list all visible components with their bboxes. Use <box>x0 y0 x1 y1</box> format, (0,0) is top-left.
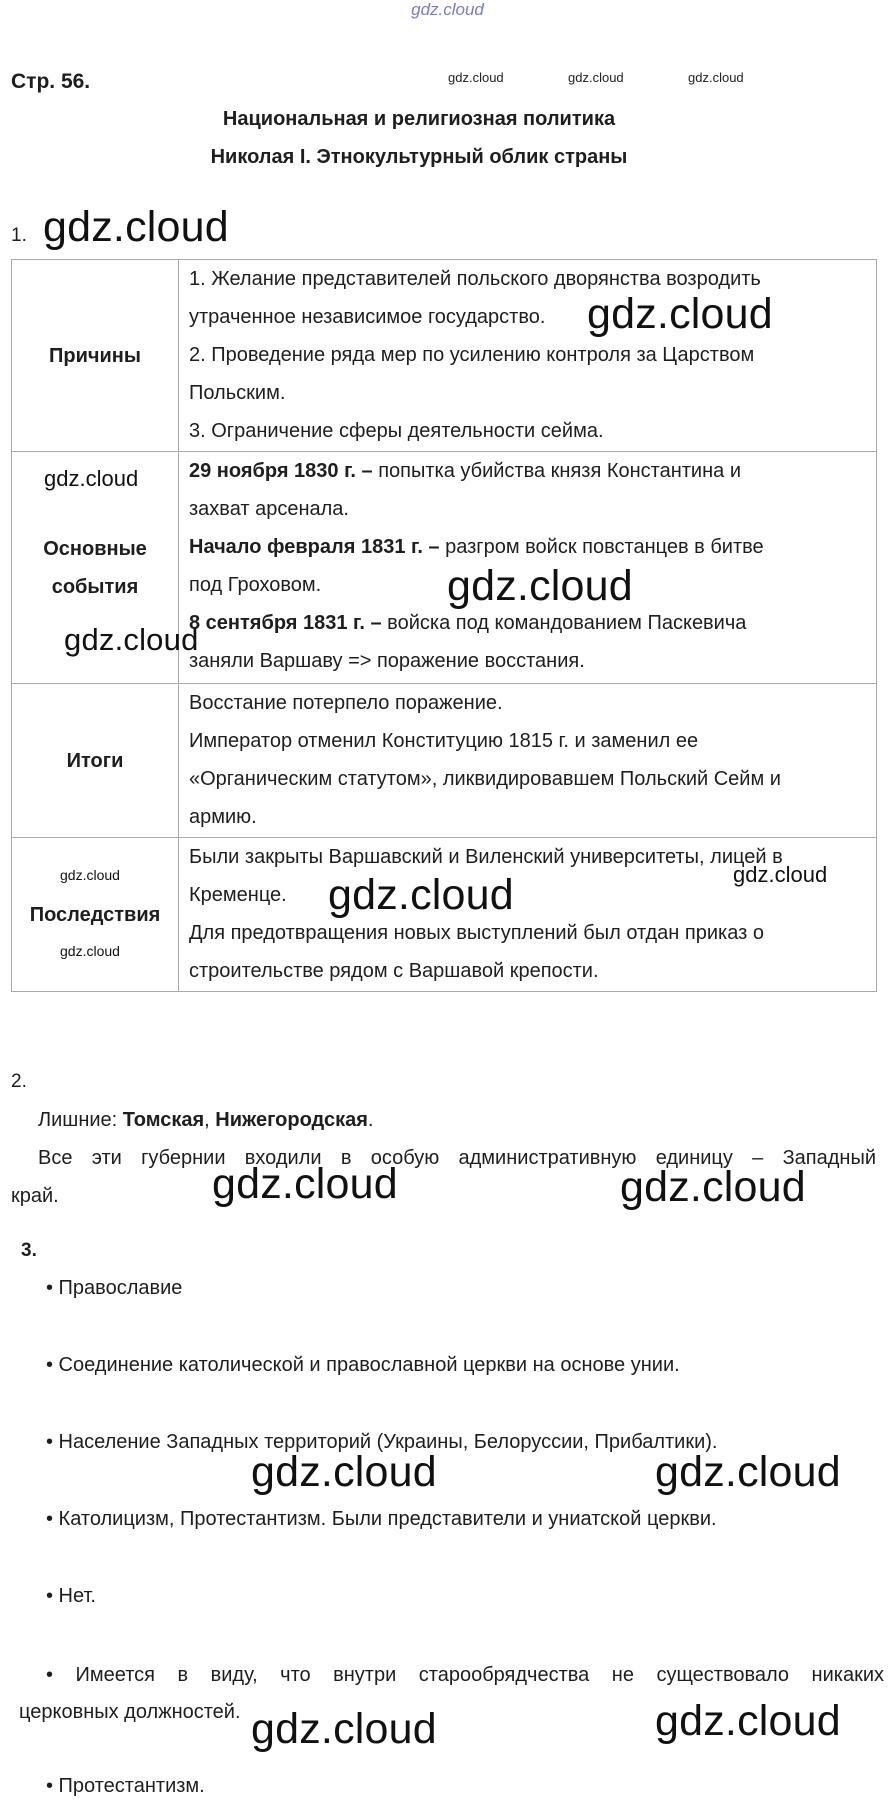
table-row-results <box>12 684 877 838</box>
event-text: захват арсенала. <box>189 498 349 520</box>
content-line: армию. <box>189 806 257 828</box>
event-text: заняли Варшаву => поражение восстания. <box>189 650 585 672</box>
content-line: утраченное независимое государство. <box>189 306 546 328</box>
event-line <box>189 490 866 528</box>
watermark: gdz.cloud <box>447 562 633 610</box>
event-text: попытка убийства князя Константина и <box>372 460 741 482</box>
watermark: gdz.cloud <box>733 862 828 887</box>
content-line: Были закрыты Варшавский и Виленский университеты, лицей в <box>189 846 783 868</box>
extra-item: Нижегородская <box>215 1109 368 1131</box>
watermark: gdz.cloud <box>43 203 229 251</box>
header-watermark: gdz.cloud <box>568 70 624 85</box>
row-content <box>179 260 877 452</box>
watermark: gdz.cloud <box>620 1163 806 1211</box>
content-line: Император отменил Конституцию 1815 г. и заменил ее <box>189 730 699 752</box>
explanation-line: Все эти губернии входили в особую административную единицу – Западный <box>38 1147 876 1169</box>
event-date: Начало февраля 1831 г. – <box>189 536 440 558</box>
watermark: gdz.cloud <box>655 1697 841 1745</box>
answer-bullet-continuation: церковных должностей. <box>19 1701 241 1723</box>
row-label-line: события <box>51 575 139 598</box>
row-content <box>179 684 877 838</box>
header-watermark: gdz.cloud <box>448 70 504 85</box>
question-3-number: 3. <box>21 1240 37 1261</box>
content-line: Для предотвращения новых выступлений был отдан приказ о <box>189 922 764 944</box>
answer-bullet: • Православие <box>46 1277 183 1299</box>
event-line <box>189 452 866 490</box>
event-date: 8 сентября 1831 г. – <box>189 612 382 634</box>
extra-provinces <box>38 1101 373 1139</box>
row-label: Причины <box>12 260 179 452</box>
header-watermark: gdz.cloud <box>688 70 744 85</box>
watermark: gdz.cloud <box>60 943 120 959</box>
explanation-line: край. <box>11 1185 59 1207</box>
watermark: gdz.cloud <box>44 466 139 491</box>
watermark: gdz.cloud <box>328 871 514 919</box>
row-label: Итоги <box>12 684 179 838</box>
extra-item: Томская <box>122 1109 205 1131</box>
answer-bullet: • Протестантизм. <box>46 1775 205 1797</box>
content-line: Кременце. <box>189 884 287 906</box>
watermark: gdz.cloud <box>64 622 199 657</box>
event-line <box>189 528 866 566</box>
content-line: 3. Ограничение сферы деятельности сейма. <box>189 420 604 442</box>
watermark: gdz.cloud <box>587 290 773 338</box>
content-line: Восстание потерпело поражение. <box>189 692 503 714</box>
watermark: gdz.cloud <box>60 867 120 883</box>
top-watermark: gdz.cloud <box>411 0 484 19</box>
table-row-causes <box>12 260 877 452</box>
watermark: gdz.cloud <box>212 1160 398 1208</box>
row-label-line: Основные <box>43 537 147 560</box>
extra-label: Лишние: <box>38 1109 123 1131</box>
watermark: gdz.cloud <box>251 1705 437 1753</box>
content-line: 2. Проведение ряда мер по усилению контроля за Царством <box>189 344 755 366</box>
event-line <box>189 642 866 680</box>
content-line: 1. Желание представителей польского дворянства возродить <box>189 268 761 290</box>
watermark: gdz.cloud <box>655 1448 841 1496</box>
answer-bullet: • Имеется в виду, что внутри старообрядчества не существовало никаких <box>46 1664 884 1686</box>
event-text: под Гроховом. <box>189 574 322 596</box>
content-line: строительстве рядом с Варшавой крепости. <box>189 960 599 982</box>
question-2-number: 2. <box>11 1071 27 1092</box>
event-date: 29 ноября 1830 г. – <box>189 460 373 482</box>
event-text: войска под командованием Паскевича <box>381 612 747 634</box>
separator: , <box>204 1109 216 1131</box>
content-line: «Органическим статутом», ликвидировавшем Польский Сейм и <box>189 768 781 790</box>
row-content <box>179 838 877 992</box>
page-title-line1: Национальная и религиозная политика <box>222 108 616 130</box>
page-number: Стр. 56. <box>11 70 91 93</box>
watermark: gdz.cloud <box>251 1448 437 1496</box>
question-1-number: 1. <box>11 225 27 246</box>
answer-bullet: • Население Западных территорий (Украины, Белоруссии, Прибалтики). <box>46 1431 718 1453</box>
answer-bullet: • Нет. <box>46 1585 96 1607</box>
answer-bullet: • Католицизм, Протестантизм. Были представители и униатской церкви. <box>46 1508 717 1530</box>
event-text: разгром войск повстанцев в битве <box>439 536 764 558</box>
page-title-line2: Николая I. Этнокультурный облик страны <box>210 146 628 168</box>
answer-bullet: • Соединение католической и православной церкви на основе унии. <box>46 1354 680 1376</box>
row-label: Последствия <box>12 838 179 992</box>
period: . <box>367 1109 374 1131</box>
content-line: Польским. <box>189 382 286 404</box>
